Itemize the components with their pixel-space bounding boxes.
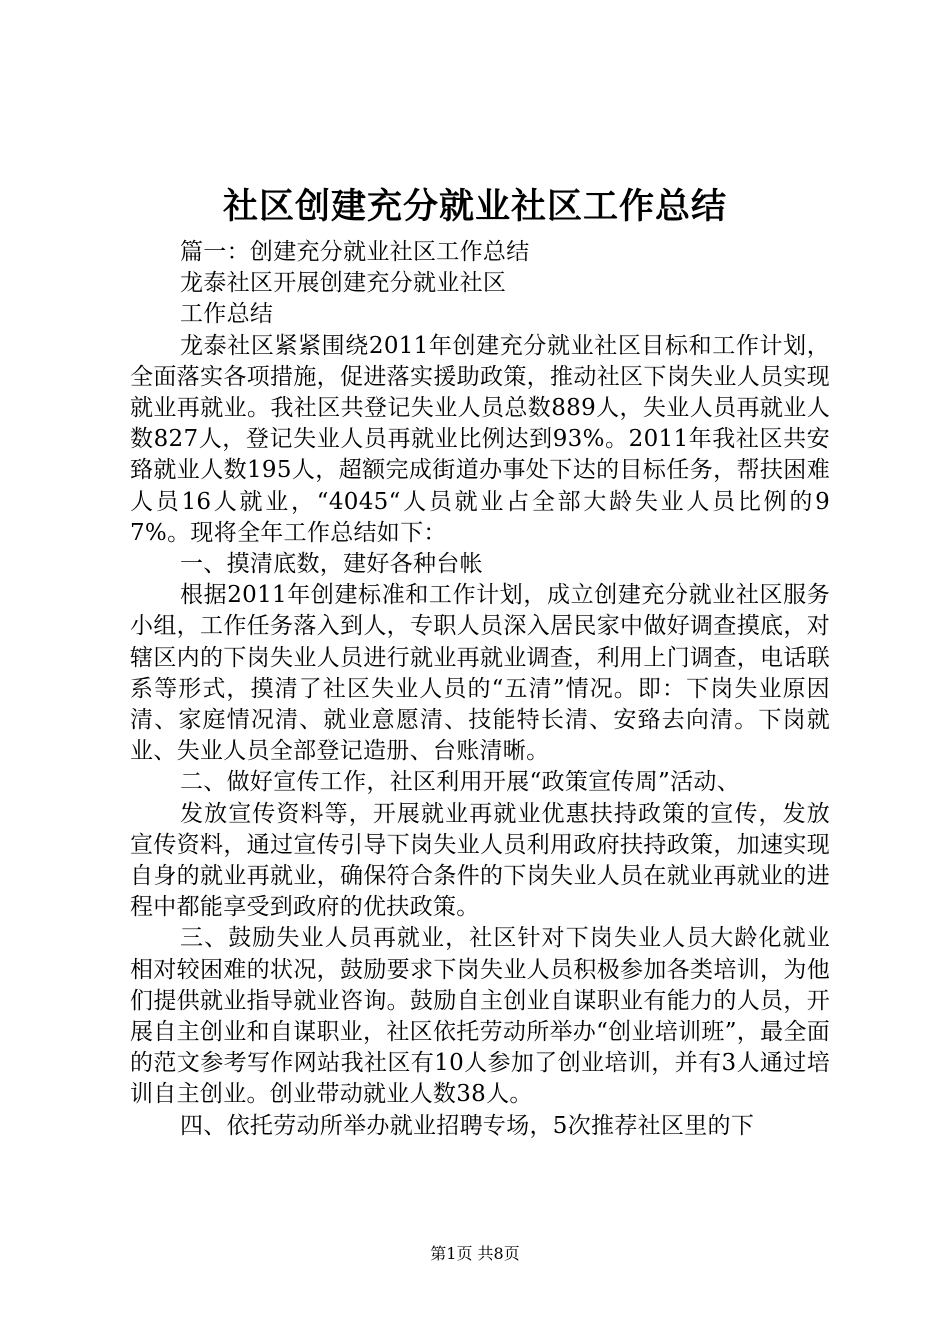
paragraph-section-4: 四、依托劳动所举办就业招聘专场，5次推荐社区里的下 xyxy=(180,1112,755,1139)
paragraph-section-2: 发放宣传资料等，开展就业再就业优惠扶持政策的宣传，发放宣传资料，通过宣传引导下岗失业人员利用政府扶持政策，加速实现自身的就业再就业，确保符合条件的下岗失业人员在就业再就业的进程中都能享受到政府的优扶政策。 xyxy=(130,800,830,921)
section-heading-2: 二、做好宣传工作，社区利用开展“政策宣传周”活动、 xyxy=(180,769,741,796)
document-body xyxy=(130,237,830,1142)
paragraph-subtitle: 篇一：创建充分就业社区工作总结 xyxy=(180,239,530,265)
paragraph-heading-line-2: 工作总结 xyxy=(180,301,274,328)
paragraph-section-1: 根据2011年创建标准和工作计划，成立创建充分就业社区服务小组，工作任务落入到人，专职人员深入居民家中做好调查摸底，对辖区内的下岗失业人员进行就业再就业调查，利用上门调查，电话联系等形式，摸清了社区失业人员的“五清”情况。即：下岗失业原因清、家庭情况清、就业意愿清、技能特长清、安臵去向清。下岗就业、失业人员全部登记造册、台账清晰。 xyxy=(130,582,830,765)
document-title: 社区创建充分就业社区工作总结 xyxy=(222,187,727,227)
page-number-footer: 第1页 共8页 xyxy=(430,1244,520,1263)
section-heading-1: 一、摸清底数，建好各种台帐 xyxy=(180,551,483,578)
paragraph-heading-line-1: 龙泰社区开展创建充分就业社区 xyxy=(180,270,507,297)
paragraph-intro: 龙泰社区紧紧围绕2011年创建充分就业社区目标和工作计划，全面落实各项措施，促进落实援助政策，推动社区下岗失业人员实现就业再就业。我社区共登记失业人员总数889人，失业人员再就业人数827人，登记失业人员再就业比例达到93%。2011年我社区共安臵就业人数195人，超额完成街道办事处下达的目标任务，帮扶困难人员16人就业，“4045“人员就业占全部大龄失业人员比例的97%。现将全年工作总结如下： xyxy=(130,332,830,546)
paragraph-section-3: 三、鼓励失业人员再就业，社区针对下岗失业人员大龄化就业相对较困难的状况，鼓励要求下岗失业人员积极参加各类培训，为他们提供就业指导就业咨询。鼓励自主创业自谋职业有能力的人员，开展自主创业和自谋职业，社区依托劳动所举办“创业培训班”，最全面的范文参考写作网站我社区有10人参加了创业培训，并有3人通过培训自主创业。创业带动就业人数38人。 xyxy=(130,925,830,1108)
